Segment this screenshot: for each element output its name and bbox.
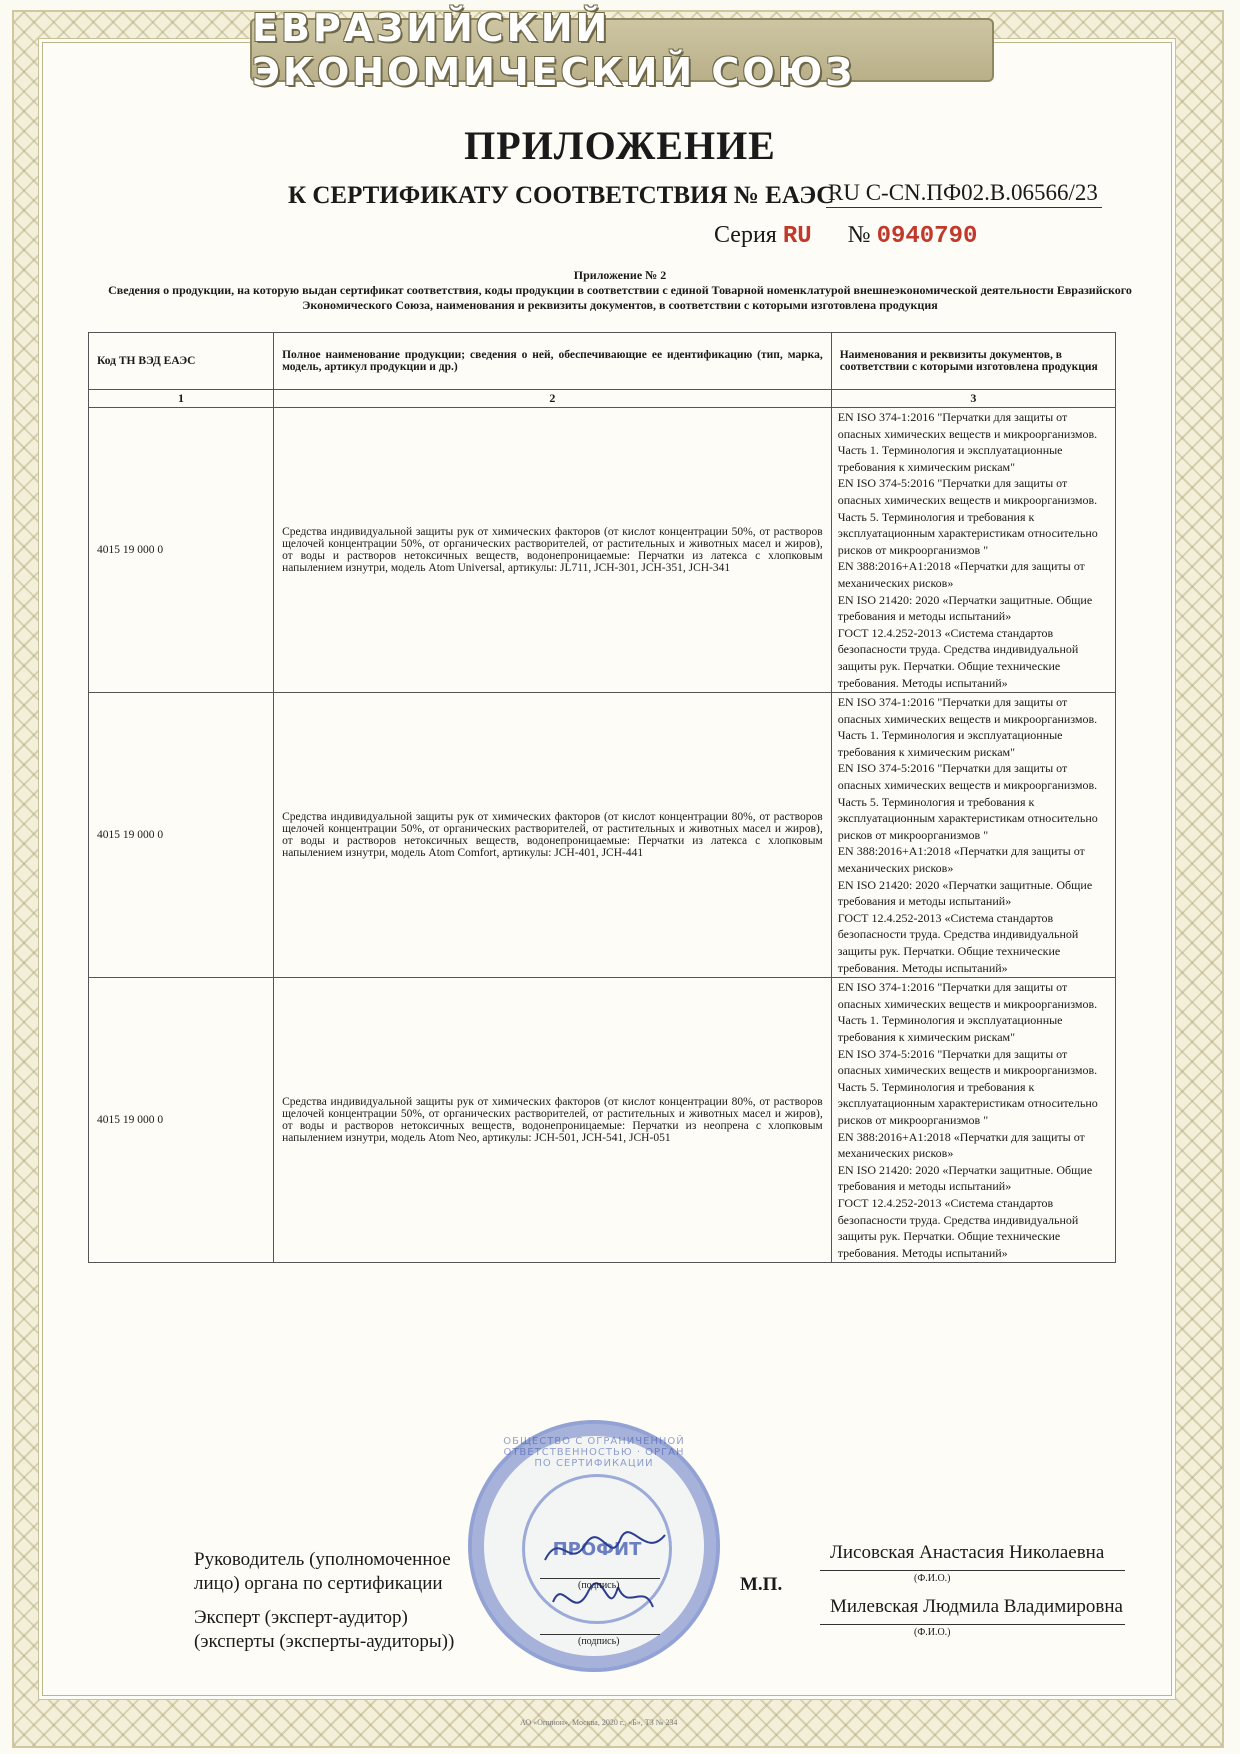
union-banner — [250, 6, 994, 94]
document-item: EN ISO 374-1:2016 "Перчатки для защиты от опасных химических веществ и микроорганизмов. Часть 1. Терминология и эксплуатационные требования к химическим рискам" — [837, 410, 1098, 474]
column-number: 1 — [89, 390, 274, 408]
document-list — [831, 693, 1115, 978]
expert-name-line — [820, 1624, 1125, 1625]
certificate-number: RU C-CN.ПФ02.В.06566/23 — [826, 180, 1102, 208]
expert-role — [194, 1606, 454, 1654]
document-list — [831, 408, 1115, 693]
head-signature-label: (подпись) — [578, 1580, 620, 1591]
head-signature-line — [540, 1578, 660, 1579]
product-description: Средства индивидуальной защиты рук от химических факторов (от кислот концентрации 50%, от растворов щелочей концентрации 50%, от органических растворителей, от растительных и животных масел и жиров), от воды и растворов нетоксичных веществ, водонепроницаемые: Перчатки из латекса с хлопковым напылением изнутри, модель Atom Universal, артикулы: JL711, JCH-301, JCH-351, JCH-341 — [274, 408, 832, 693]
column-number-row — [89, 390, 1116, 408]
document-item: EN ISO 21420: 2020 «Перчатки защитные. Общие требования и методы испытаний» — [837, 877, 1093, 909]
document-item: ГОСТ 12.4.252-2013 «Система стандартов безопасности труда. Средства индивидуальной защиты рук. Перчатки. Общие технические требования. Методы испытаний» — [837, 1195, 1079, 1260]
stamp-ring-text: ОБЩЕСТВО С ОГРАНИЧЕННОЙ ОТВЕТСТВЕННОСТЬЮ · ОРГАН ПО СЕРТИФИКАЦИИ — [503, 1436, 685, 1469]
expert-role-line: (эксперты (эксперты-аудиторы)) — [194, 1631, 455, 1652]
series-line — [714, 222, 977, 250]
head-fio-label: (Ф.И.О.) — [914, 1573, 951, 1584]
appendix-label: Приложение № 2 — [573, 268, 667, 282]
appendix-description: Сведения о продукции, на которую выдан сертификат соответствия, коды продукции в соответствии с единой Товарной номенклатурой внешнеэкономической деятельности Евразийского Экономического Союза, наименования и реквизиты документов, в соответствии с которыми изготовлена продукция — [108, 283, 1132, 312]
head-name-line — [820, 1570, 1125, 1571]
table-row — [89, 408, 1116, 693]
number-value: 0940790 — [876, 223, 978, 250]
product-table — [88, 332, 1116, 1263]
head-signature-icon — [540, 1520, 670, 1580]
head-role-line: лицо) органа по сертификации — [194, 1573, 443, 1594]
document-item: EN ISO 374-1:2016 "Перчатки для защиты от опасных химических веществ и микроорганизмов. Часть 1. Терминология и эксплуатационные требования к химическим рискам" — [837, 695, 1098, 759]
page-title: ПРИЛОЖЕНИЕ — [464, 123, 776, 168]
document-item: EN 388:2016+A1:2018 «Перчатки для защиты от механических рисков» — [837, 844, 1085, 876]
expert-signature-label: (подпись) — [578, 1636, 620, 1647]
printer-imprint: АО «Опцион», Москва, 2020 г., «Б», ТЗ № 234 — [520, 1718, 678, 1727]
table-row — [89, 978, 1116, 1263]
column-number: 3 — [831, 390, 1115, 408]
document-item: ГОСТ 12.4.252-2013 «Система стандартов безопасности труда. Средства индивидуальной защиты рук. Перчатки. Общие технические требования. Методы испытаний» — [837, 910, 1079, 975]
document-item: EN ISO 374-5:2016 "Перчатки для защиты от опасных химических веществ и микроорганизмов. Часть 5. Терминология и требования к эксплуатационным характеристикам относительно рисков от микроорганизмов " — [837, 761, 1098, 842]
number-label: № — [847, 222, 871, 248]
certificate-subtitle: К СЕРТИФИКАТУ СООТВЕТСТВИЯ № ЕАЭС — [288, 182, 835, 209]
stamp-text: ПРОФИТ — [552, 1538, 642, 1560]
head-name: Лисовская Анастасия Николаевна — [830, 1542, 1105, 1563]
expert-fio-label: (Ф.И.О.) — [914, 1627, 951, 1638]
series-label: Серия — [714, 222, 777, 248]
expert-name: Милевская Людмила Владимировна — [830, 1596, 1123, 1617]
column-number: 2 — [274, 390, 832, 408]
seal-label: М.П. — [740, 1574, 783, 1595]
document-item: EN ISO 374-1:2016 "Перчатки для защиты от опасных химических веществ и микроорганизмов. Часть 1. Терминология и эксплуатационные требования к химическим рискам" — [837, 980, 1098, 1044]
series-value: RU — [782, 223, 812, 250]
head-role — [194, 1548, 451, 1596]
union-title: ЕВРАЗИЙСКИЙ ЭКОНОМИЧЕСКИЙ СОЮЗ — [252, 6, 856, 94]
head-role-line: Руководитель (уполномоченное — [194, 1549, 451, 1570]
document-item: EN ISO 374-5:2016 "Перчатки для защиты от опасных химических веществ и микроорганизмов. Часть 5. Терминология и требования к эксплуатационным характеристикам относительно рисков от микроорганизмов " — [837, 476, 1098, 557]
product-description: Средства индивидуальной защиты рук от химических факторов (от кислот концентрации 80%, от растворов щелочей концентрации 50%, от органических растворителей, от растительных и животных масел и жиров), от воды и растворов нетоксичных веществ, водонепроницаемые: Перчатки из неопрена с хлопковым напылением изнутри, модель Atom Neo, артикулы: JCH-501, JCH-541, JCH-051 — [274, 978, 832, 1263]
document-item: EN ISO 21420: 2020 «Перчатки защитные. Общие требования и методы испытаний» — [837, 592, 1093, 624]
table-row — [89, 693, 1116, 978]
document-item: EN ISO 21420: 2020 «Перчатки защитные. Общие требования и методы испытаний» — [837, 1162, 1093, 1194]
product-code: 4015 19 000 0 — [89, 408, 274, 693]
document-item: EN 388:2016+A1:2018 «Перчатки для защиты от механических рисков» — [837, 559, 1085, 590]
document-item: ГОСТ 12.4.252-2013 «Система стандартов безопасности труда. Средства индивидуальной защиты рук. Перчатки. Общие технические требования. Методы испытаний» — [837, 625, 1079, 690]
header-documents: Наименования и реквизиты документов, в соответствии с которыми изготовлена продукция — [831, 333, 1115, 390]
expert-role-line: Эксперт (эксперт-аудитор) — [194, 1607, 408, 1628]
document-item: EN 388:2016+A1:2018 «Перчатки для защиты от механических рисков» — [837, 1129, 1085, 1161]
product-description: Средства индивидуальной защиты рук от химических факторов (от кислот концентрации 80%, от растворов щелочей концентрации 50%, от органических растворителей, от растительных и животных масел и жиров), от воды и растворов нетоксичных веществ, водонепроницаемые: Перчатки из латекса с хлопковым напылением изнутри, модель Atom Comfort, артикулы: JCH-401, JCH-441 — [274, 693, 832, 978]
product-code: 4015 19 000 0 — [89, 693, 274, 978]
header-code: Код ТН ВЭД ЕАЭС — [89, 333, 274, 390]
document-list — [831, 978, 1115, 1263]
product-code: 4015 19 000 0 — [89, 978, 274, 1263]
document-item: EN ISO 374-5:2016 "Перчатки для защиты от опасных химических веществ и микроорганизмов. Часть 5. Терминология и требования к эксплуатационным характеристикам относительно рисков от микроорганизмов " — [837, 1046, 1098, 1127]
expert-signature-line — [540, 1634, 660, 1635]
header-product: Полное наименование продукции; сведения о ней, обеспечивающие ее идентификацию (тип, марка, модель, артикул продукции и др.) — [274, 333, 832, 390]
table-header-row — [89, 333, 1116, 390]
